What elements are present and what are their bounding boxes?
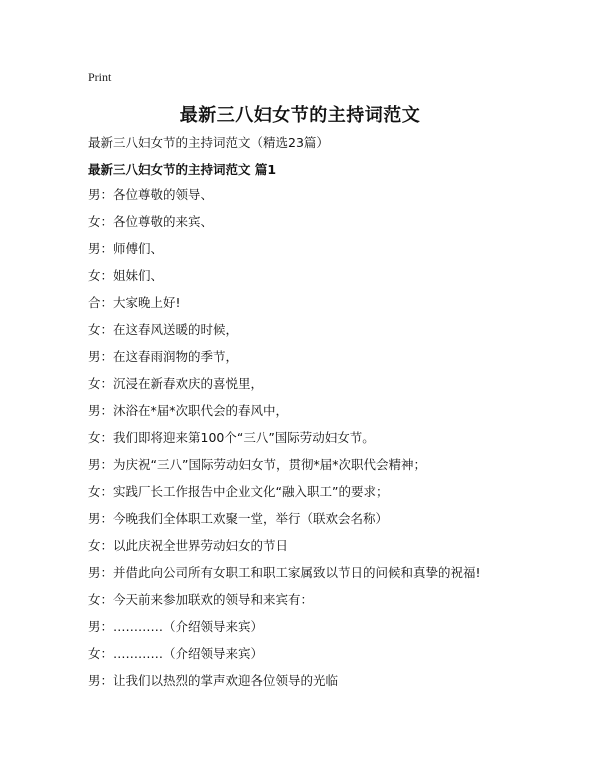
dialogue-lines <box>88 186 588 699</box>
section-heading: 最新三八妇女节的主持词范文 篇1 <box>88 162 277 177</box>
dialogue-line: 男：在这春雨润物的季节， <box>88 349 239 364</box>
dialogue-line: 女：以此庆祝全世界劳动妇女的节日 <box>88 538 289 553</box>
dialogue-line: 男：各位尊敬的领导、 <box>88 187 214 202</box>
dialogue-line: 男：…………（介绍领导来宾） <box>88 619 264 634</box>
dialogue-line: 女：实践厂长工作报告中企业文化“融入职工”的要求； <box>88 484 389 499</box>
dialogue-line: 女：在这春风送暖的时候， <box>88 322 239 337</box>
dialogue-line: 男：沐浴在*届*次职代会的春风中， <box>88 403 289 418</box>
dialogue-line: 男：师傅们、 <box>88 241 164 256</box>
document-subtitle: 最新三八妇女节的主持词范文（精选23篇） <box>88 135 329 150</box>
dialogue-line: 女：沉浸在新春欢庆的喜悦里， <box>88 376 264 391</box>
document-title: 最新三八妇女节的主持词范文 <box>179 105 421 126</box>
dialogue-line: 男：并借此向公司所有女职工和职工家属致以节日的问候和真挚的祝福! <box>88 565 481 580</box>
dialogue-line: 男：今晚我们全体职工欢聚一堂，举行（联欢会名称） <box>88 511 389 526</box>
dialogue-line: 女：各位尊敬的来宾、 <box>88 214 214 229</box>
dialogue-line: 女：姐妹们、 <box>88 268 164 283</box>
print-label: Print <box>88 70 112 84</box>
dialogue-line: 女：今天前来参加联欢的领导和来宾有： <box>88 592 314 607</box>
dialogue-line: 合：大家晚上好! <box>88 295 181 310</box>
dialogue-line: 女：我们即将迎来第100个“三八”国际劳动妇女节。 <box>88 430 375 445</box>
dialogue-line: 女：…………（介绍领导来宾） <box>88 646 264 661</box>
dialogue-line: 男：为庆祝“三八”国际劳动妇女节，贯彻*届*次职代会精神； <box>88 457 426 472</box>
dialogue-line: 男：让我们以热烈的掌声欢迎各位领导的光临 <box>88 673 339 688</box>
